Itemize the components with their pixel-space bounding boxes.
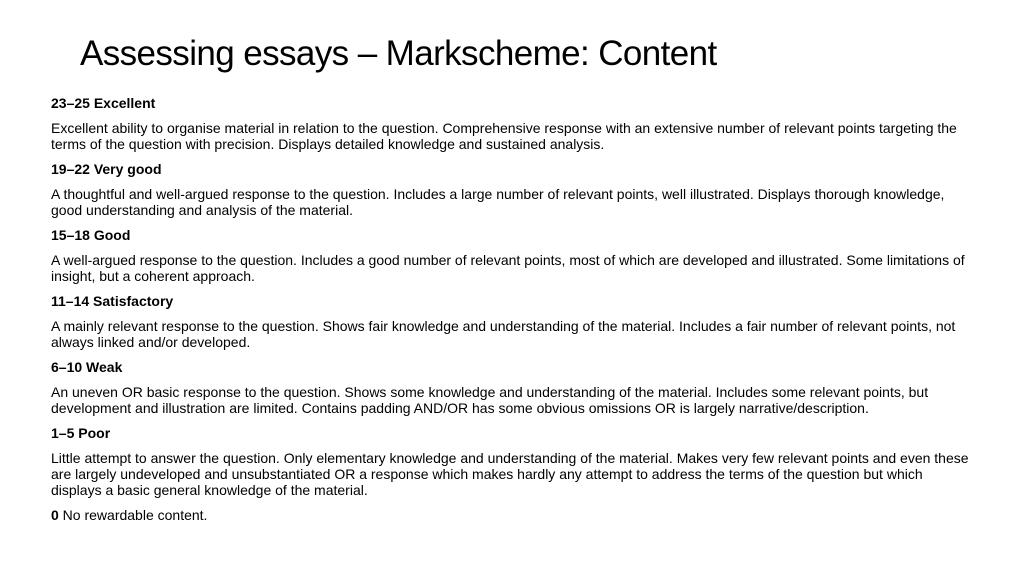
band-heading: 6–10 Weak — [51, 359, 123, 375]
band-poor — [51, 425, 976, 507]
band-score-zero: 0 — [51, 507, 59, 523]
band-no-reward-text: No rewardable content. — [58, 507, 208, 523]
band-description: A well-argued response to the question. Includes a good number of relevant points, most of which are developed and illustrated. Some limitations of insight, but a coherent approach. — [51, 252, 965, 284]
markscheme-content — [51, 95, 976, 523]
band-weak — [51, 359, 976, 425]
band-heading: 15–18 Good — [51, 227, 131, 243]
band-description: A mainly relevant response to the question. Shows fair knowledge and understanding of the material. Includes a fair number of relevant points, not always linked and/or developed. — [51, 318, 956, 350]
band-description: Excellent ability to organise material in relation to the question. Comprehensive response with an extensive number of relevant points targeting the terms of the question with precision. Displays detailed knowledge and sustained analysis. — [51, 120, 957, 152]
band-heading: 11–14 Satisfactory — [51, 293, 174, 309]
band-description: An uneven OR basic response to the question. Shows some knowledge and understanding of the material. Includes some relevant points, but development and illustration are limited. Contains padding AND/OR has some obvious omissions OR is largely narrative/description. — [51, 384, 929, 416]
band-very-good — [51, 161, 976, 227]
band-description: A thoughtful and well-argued response to the question. Includes a large number of relevant points, well illustrated. Displays thorough knowledge, good understanding and analysis of the material. — [51, 186, 945, 218]
band-description: Little attempt to answer the question. Only elementary knowledge and understanding of the material. Makes very few relevant points and even these are largely undeveloped and unsubstantiated OR a response which makes hardly any attempt to address the terms of the question but which displays a basic general knowledge of the material. — [51, 450, 969, 498]
slide-title: Assessing essays – Markscheme: Content — [80, 34, 717, 73]
band-satisfactory — [51, 293, 976, 359]
band-excellent — [51, 95, 976, 161]
band-heading: 23–25 Excellent — [51, 95, 156, 111]
band-heading: 1–5 Poor — [51, 425, 111, 441]
band-good — [51, 227, 976, 293]
band-heading: 19–22 Very good — [51, 161, 162, 177]
band-no-reward — [51, 507, 976, 523]
